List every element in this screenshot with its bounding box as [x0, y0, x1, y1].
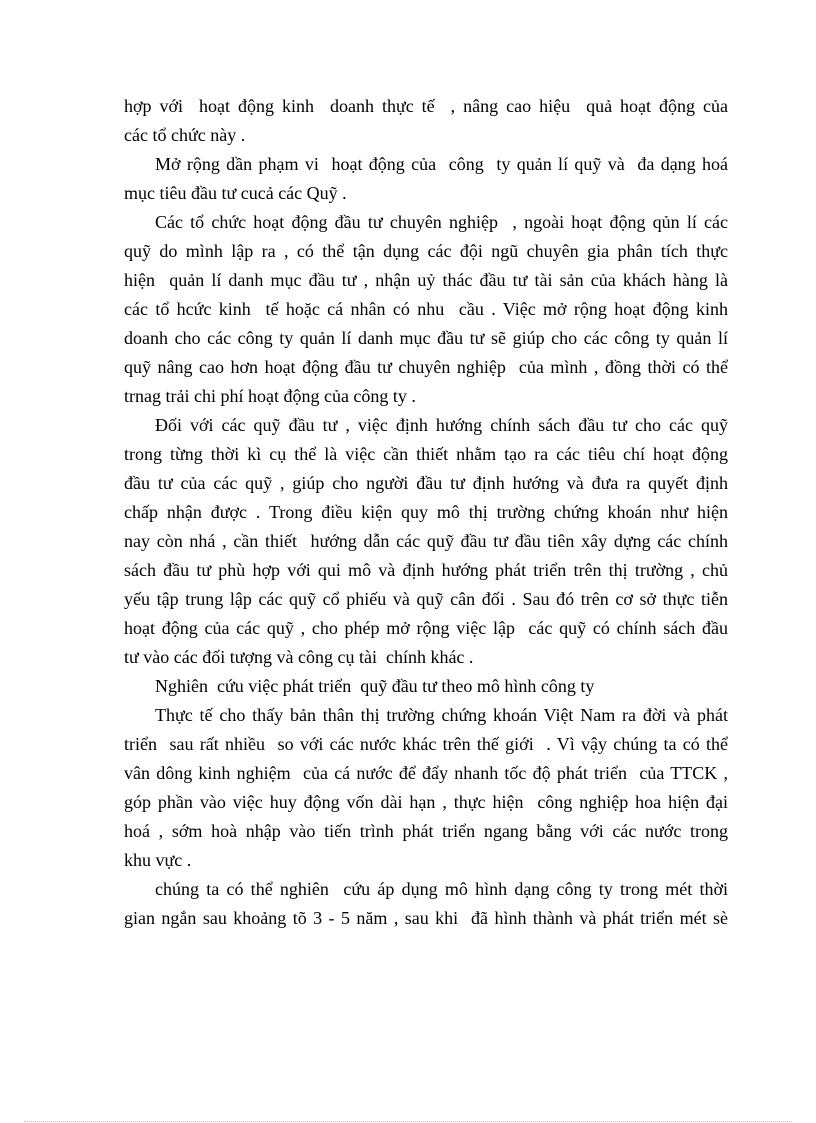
text-line: chúng ta có thể nghiên cứu áp dụng mô hình dạng công ty trong mét thời — [155, 879, 728, 899]
text-line: gian ngắn sau khoảng tõ 3 - 5 năm , sau khi đã hình thành và phát triển mét sè — [124, 908, 728, 928]
text-line: Mở rộng dần phạm vi hoạt động của công ty quản lí quỹ và đa dạng hoá — [155, 154, 728, 174]
text-line: nay còn nhá , cần thiết hướng dẫn các quỹ đầu tư đầu tiên xây dựng các chính — [124, 531, 728, 551]
text-line: quỹ do mình lập ra , có thể tận dụng các đội ngũ chuyên gia phân tích thực — [124, 241, 728, 261]
text-line: chấp nhận được . Trong điều kiện quy mô thị trường chứng khoán như hiện — [124, 502, 728, 522]
text-line: sách đầu tư phù hợp với qui mô và định hướng phát triển trên thị trường , chủ — [124, 560, 728, 580]
text-line: đầu tư của các quỹ , giúp cho người đầu tư định hướng và đưa ra quyết định — [124, 473, 728, 493]
text-line: các tổ chức này . — [124, 125, 246, 145]
section-heading: Nghiên cứu việc phát triển quỹ đầu tư theo mô hình công ty — [155, 676, 595, 696]
text-line: doanh cho các công ty quản lí danh mục đầu tư sẽ giúp cho các công ty quản lí — [124, 328, 728, 348]
text-line: triển sau rất nhiều so với các nước khác trên thế giới . Vì vậy chúng ta có thể — [124, 734, 728, 754]
text-line: Thực tế cho thấy bản thân thị trường chứng khoán Việt Nam ra đời và phát — [155, 705, 728, 725]
text-line: trnag trải chi phí hoạt động của công ty . — [124, 386, 416, 406]
text-line: Đối với các quỹ đầu tư , việc định hướng chính sách đầu tư cho các quỹ — [155, 415, 728, 435]
footer-divider — [24, 1121, 792, 1122]
text-line: vân dông kinh nghiệm của cá nước để đẩy nhanh tốc độ phát triển của TTCK , — [124, 763, 728, 783]
text-line: khu vực . — [124, 850, 192, 870]
text-line: hoá , sớm hoà nhập vào tiến trình phát triển ngang bằng với các nước trong — [124, 821, 728, 841]
text-line: quỹ nâng cao hơn hoạt động đầu tư chuyên nghiệp của mình , đồng thời có thể — [124, 357, 728, 377]
text-line: hiện quản lí danh mục đầu tư , nhận uỷ thác đầu tư tài sản của khách hàng là — [124, 270, 728, 290]
text-line: yếu tập trung lập các quỹ cổ phiếu và quỹ cân đối . Sau đó trên cơ sở thực tiễn — [124, 589, 728, 609]
text-line: tư vào các đối tượng và công cụ tài chính khác . — [124, 647, 474, 667]
text-line: góp phần vào việc huy động vốn dài hạn , thực hiện công nghiệp hoa hiện đại — [124, 792, 728, 812]
text-line: Các tổ chức hoạt động đầu tư chuyên nghiệp , ngoài hoạt động qủn lí các — [155, 212, 728, 232]
text-line: các tổ hcức kinh tế hoặc cá nhân có nhu cầu . Việc mở rộng hoạt động kinh — [124, 299, 728, 319]
text-line: hợp với hoạt động kinh doanh thực tế , nâng cao hiệu quả hoạt động của — [124, 96, 728, 116]
body-text — [124, 92, 728, 933]
text-line: mục tiêu đầu tư cucả các Quỹ . — [124, 183, 347, 203]
text-line: trong từng thời kì cụ thể là việc cần thiết nhằm tạo ra các tiêu chí hoạt động — [124, 444, 728, 464]
text-line: hoạt động của các quỹ , cho phép mở rộng việc lập các quỹ có chính sách đầu — [124, 618, 728, 638]
